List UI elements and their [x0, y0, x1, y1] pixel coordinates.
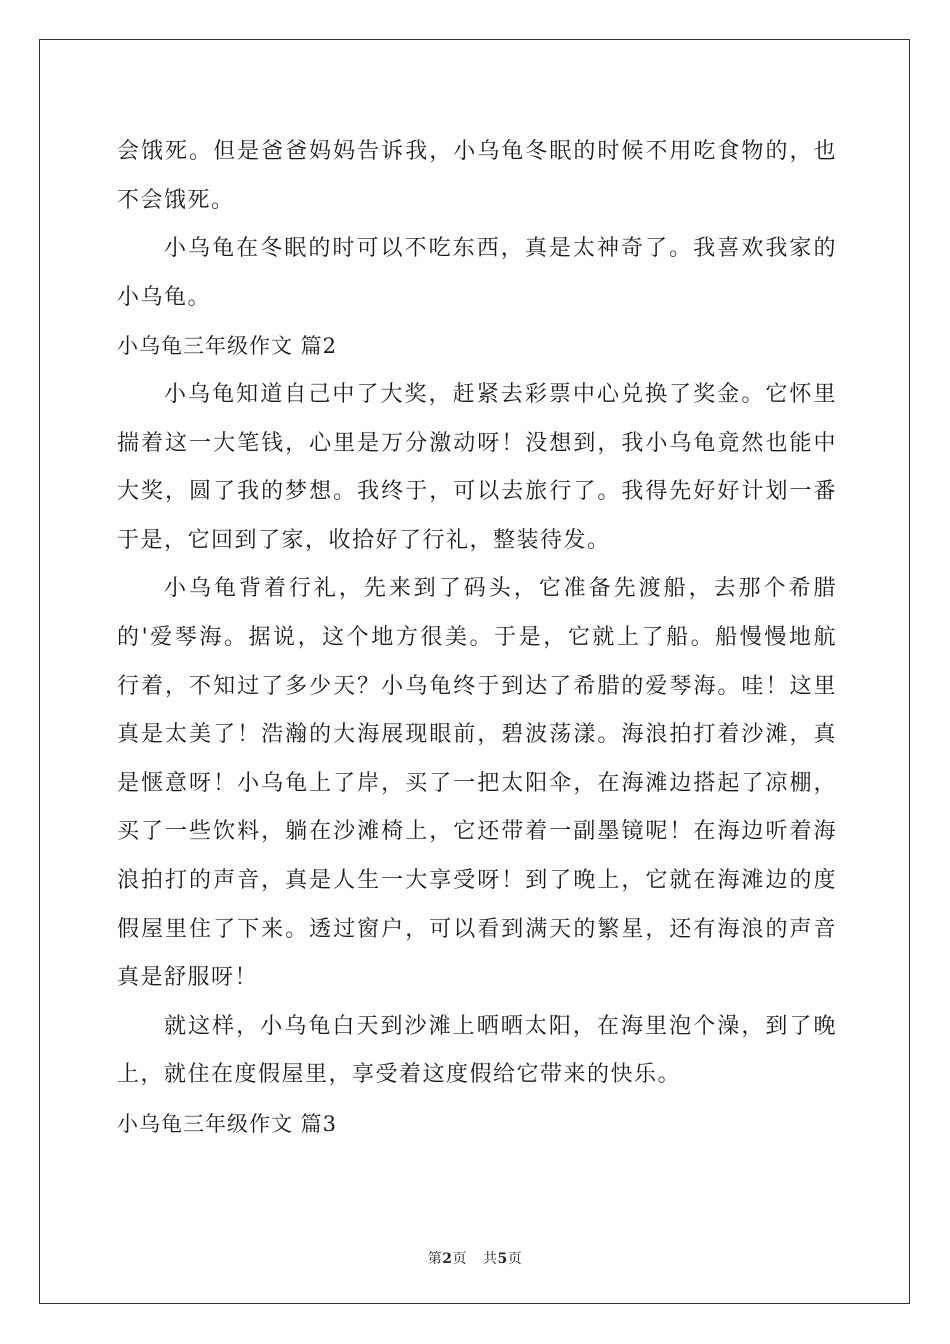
paragraph-line: 真是舒服呀！ [117, 965, 259, 991]
page-footer [0, 1248, 950, 1268]
section-heading: 小乌龟三年级作文 篇3 [117, 1111, 338, 1136]
total-page-count: 5 [497, 1251, 508, 1267]
current-page-number: 2 [442, 1251, 453, 1267]
paragraph-line: 大奖，圆了我的梦想。我终于，可以去旅行了。我得先好好计划一番 [117, 479, 837, 505]
paragraph-line: 就这样，小乌龟白天到沙滩上晒晒太阳，在海里泡个澡，到了晚 [164, 1013, 837, 1039]
paragraph-line: 小乌龟背着行礼，先来到了码头，它准备先渡船，去那个希腊 [164, 576, 837, 602]
paragraph-line: 小乌龟在冬眠的时可以不吃东西，真是太神奇了。我喜欢我家的 [164, 236, 837, 262]
paragraph-line: 小乌龟知道自己中了大奖，赶紧去彩票中心兑换了奖金。它怀里 [164, 381, 837, 407]
page-label-prefix: 第 [427, 1251, 443, 1267]
paragraph-line: 的'爱琴海。据说，这个地方很美。于是，它就上了船。船慢慢地航 [117, 624, 837, 650]
paragraph-line: 假屋里住了下来。透过窗户，可以看到满天的繁星，还有海浪的声音 [117, 916, 837, 942]
total-label-prefix: 共 [483, 1251, 498, 1267]
paragraph-line: 于是，它回到了家，收拾好了行礼，整装待发。 [117, 527, 611, 553]
paragraph-line: 不会饿死。 [117, 187, 235, 213]
page-label-suffix: 页 [452, 1251, 467, 1267]
paragraph-line: 真是太美了！浩瀚的大海展现眼前，碧波荡漾。海浪拍打着沙滩，真 [117, 722, 837, 748]
paragraph-line: 行着，不知过了多少天？小乌龟终于到达了希腊的爱琴海。哇！这里 [117, 673, 837, 699]
paragraph-line: 揣着这一大笔钱，心里是万分激动呀！没想到，我小乌龟竟然也能中 [117, 430, 837, 456]
paragraph-line: 是惬意呀！小乌龟上了岸，买了一把太阳伞，在海滩边搭起了凉棚， [117, 770, 837, 796]
paragraph-line: 买了一些饮料，躺在沙滩椅上，它还带着一副墨镜呢！在海边听着海 [117, 819, 837, 845]
paragraph-line: 会饿死。但是爸爸妈妈告诉我，小乌龟冬眠的时候不用吃食物的，也 [117, 139, 837, 164]
total-label-suffix: 页 [507, 1251, 523, 1267]
paragraph-line: 上，就住在度假屋里，享受着这度假给它带来的快乐。 [117, 1062, 682, 1088]
section-heading: 小乌龟三年级作文 篇2 [117, 334, 338, 359]
paragraph-line: 小乌龟。 [117, 284, 212, 310]
document-body [117, 128, 837, 1148]
paragraph-line: 浪拍打的声音，真是人生一大享受呀！到了晚上，它就在海滩边的度 [117, 867, 837, 893]
